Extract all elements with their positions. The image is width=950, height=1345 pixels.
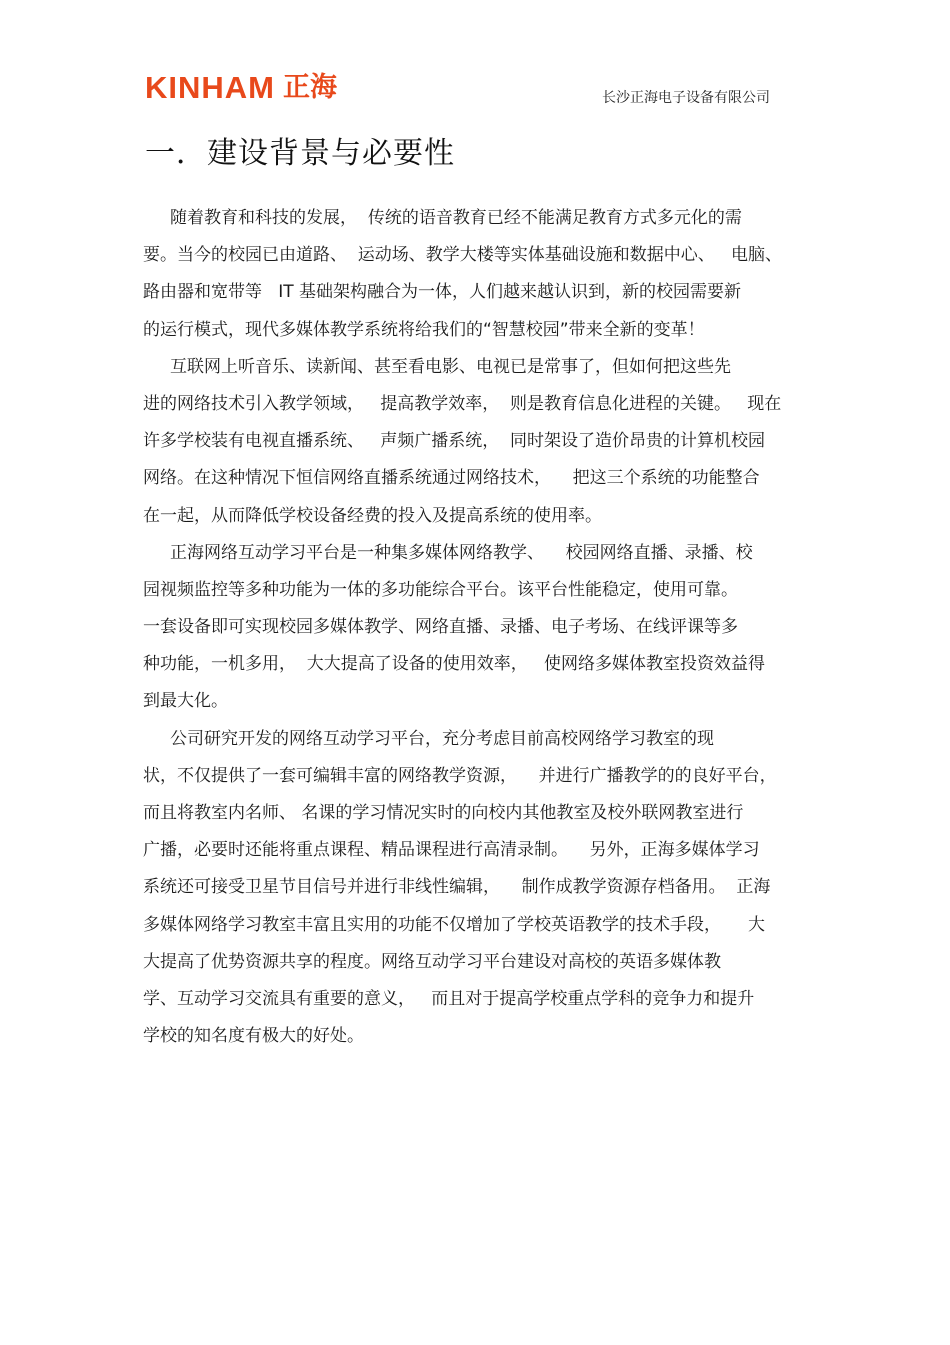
text-line: 大提高了优势资源共享的程度。网络互动学习平台建设对高校的英语多媒体教 (143, 951, 721, 972)
text-line: 公司研究开发的网络互动学习平台，充分考虑目前高校网络学习教室的现 (143, 728, 715, 749)
text-line: 广播，必要时还能将重点课程、精品课程进行高清录制。 另外，正海多媒体学习 (143, 840, 760, 861)
company-name: 长沙正海电子设备有限公司 (602, 90, 770, 106)
text-line: 在一起，从而降低学校设备经费的投入及提高系统的使用率。 (143, 505, 602, 526)
text-line: 到最大化。 (143, 691, 228, 712)
text-line: 要。当今的校园已由道路、 运动场、教学大楼等实体基础设施和数据中心、 电脑、 (143, 245, 783, 266)
company-logo (145, 72, 337, 104)
text-line: 种功能，一机多用， 大大提高了设备的使用效率， 使网络多媒体教室投资效益得 (143, 654, 766, 675)
text-line: 而且将教室内名师、 名课的学习情况实时的向校内其他教室及校外联网教室进行 (143, 803, 744, 823)
logo-wordmark: KINHAM (145, 70, 275, 105)
logo-chinese: 正海 (283, 72, 337, 103)
text-line: 正海网络互动学习平台是一种集多媒体网络教学、 校园网络直播、录播、校 (143, 542, 753, 563)
text-line: 互联网上听音乐、读新闻、甚至看电影、电视已是常事了，但如何把这些先 (143, 356, 732, 377)
text-line: 许多学校装有电视直播系统、 声频广播系统， 同时架设了造价昂贵的计算机校园 (143, 431, 766, 452)
text-line: 进的网络技术引入教学领域， 提高教学效率， 则是教育信息化进程的关键。 现在 (143, 393, 782, 414)
text-line: 路由器和宽带等 IT 基础架构融合为一体，人们越来越认识到，新的校园需要新 (143, 282, 742, 303)
text-line: 学、互动学习交流具有重要的意义， 而且对于提高学校重点学科的竞争力和提升 (143, 988, 755, 1009)
section-title: 一．建设背景与必要性 (145, 136, 455, 171)
text-line: 状，不仅提供了一套可编辑丰富的网络教学资源， 并进行广播教学的的良好平台， (143, 765, 777, 786)
text-line: 系统还可接受卫星节目信号并进行非线性编辑， 制作成教学资源存档备用。 正海 (143, 877, 771, 898)
body-text (143, 200, 808, 1055)
text-line: 的运行模式，现代多媒体教学系统将给我们的“智慧校园”带来全新的变革！ (143, 319, 705, 340)
text-line: 网络。在这种情况下恒信网络直播系统通过网络技术， 把这三个系统的功能整合 (143, 468, 760, 489)
text-line: 一套设备即可实现校园多媒体教学、网络直播、录播、电子考场、在线评课等多 (143, 617, 738, 638)
text-line: 随着教育和科技的发展， 传统的语音教育已经不能满足教育方式多元化的需 (143, 208, 742, 228)
text-line: 多媒体网络学习教室丰富且实用的功能不仅增加了学校英语教学的技术手段， 大 (143, 914, 766, 935)
text-line: 园视频监控等多种功能为一体的多功能综合平台。该平台性能稳定，使用可靠。 (143, 579, 738, 600)
text-line: 学校的知名度有极大的好处。 (143, 1026, 364, 1047)
